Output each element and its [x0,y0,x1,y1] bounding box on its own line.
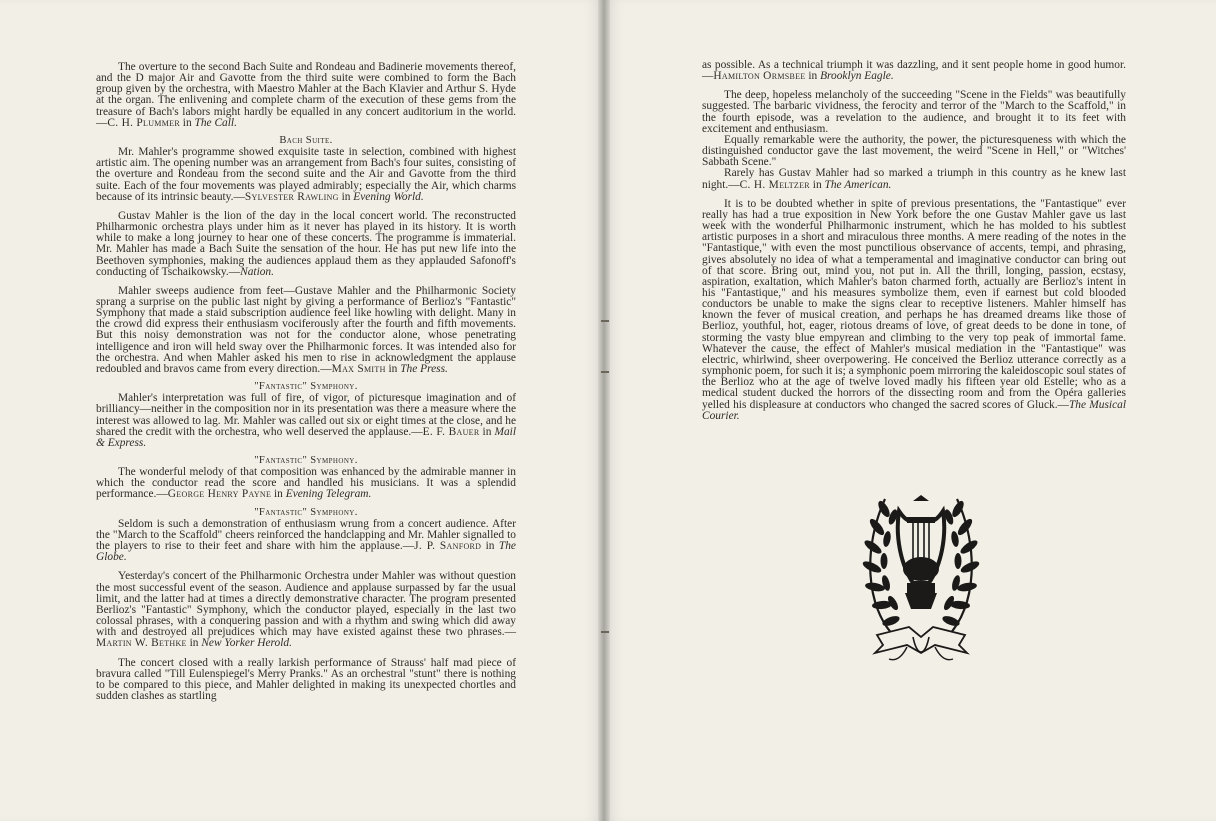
review-author: E. F. Bauer [422,425,480,438]
review-source: The Call. [194,116,237,129]
emblem-graphic [855,487,987,663]
review-author: C. H. Plummer [107,116,180,129]
review-source: New Yorker Herold. [201,637,292,650]
staple-mark [601,320,609,322]
review-paragraph: Yesterday's concert of the Philharmonic Orchestra under Mahler was without question the most successful event of the season. Audience and applause surpassed by far the usual limit, and the latter had at times a directly demonstrative character. The program presented Berlioz's "Fantastic" Symphony, which the conductor played, especially in the last two colossal phrases, with a conquering passion and with a rhythm and swing which did away with and destroyed all prejudices which may have existed against these two phrases.—Martin W. Bethke in New Yorker Herold. [96,570,516,650]
review-paragraph: The overture to the second Bach Suite and Rondeau and Badinerie movements thereof, and the D major Air and Gavotte from the third suite were combined to form the Bach group given by the orchestra, with Maestro Mahler at the Bach Klavier and Arthur S. Hyde at the organ. The enlivening and complete charm of the execution of these gems from the treasure of Bach's labors might hardly be equalled in any concert auditorium in the world.—C. H. Plummer in The Call. [96,61,516,129]
review-author: George Henry Payne [167,488,272,501]
review-author: Max Smith [331,362,386,375]
review-author: J. P. Sanford [414,540,482,553]
section-heading: "Fantastic" Symphony. [254,381,358,393]
review-author: Martin W. Bethke [96,637,187,650]
section-heading: "Fantastic" Symphony. [254,506,358,518]
section-heading: Bach Suite. [279,134,333,146]
review-author: C. H. Meltzer [739,178,810,191]
review-source: The American. [824,178,892,191]
review-paragraph: Mahler sweeps audience from feet—Gustave Mahler and the Philharmonic Society sprang a surprise on the public last night by giving a performance of Berlioz's "Fantastic" Symphony that made a staid subscription audience feel like howling with delight. Many in the crowd did express their enthusiasm vociferously after the fourth and fifth movements. But this noisy demonstration was not for the conductor alone, whose penetrating intelligence and iron will held sway over the Philharmonic forces. It was intended also for the orchestra. And when Mahler asked his men to rise in acknowledgment the applause redoubled and bravos came from every direction.—Max Smith in The Press. [96,284,516,375]
page-gutter [598,0,610,821]
staple-mark [601,371,609,373]
review-source: The Globe. [96,540,516,564]
review-source: Evening Telegram. [285,488,372,501]
review-paragraph: It is to be doubted whether in spite of previous presentations, the "Fantastique" ever really has had a true exposition in New York before the one Gustav Mahler gave us last week with the wonderful Philharmonic instrument, which he has molded to his subtlest artistic purposes in a short and miraculous three months. A mere reading of the notes in the "Fantastique," with even the most punctilious observance of accents, tempi, and phrasing, gives absolutely no idea of what a temperamental and imaginative conductor can bring out of that score. Bring out, mind you, not put in. All the thrill, longing, passion, ecstasy, aspiration, exaltation, which Mahler's baton charmed forth, actually are Berlioz's intent in his "Fantastique," and his measures symbolize them, even if earnest but cold blooded conductors be unable to make the signs clear to receptive listeners. Mahler himself has known the fever of musical creation, and perhaps he has dreamed dreams like those of Berlioz, youthful, hot, eager, riotous dreams of love, of great deeds to be done in tone, of storming the vasty blue empyrean and climbing to the very top peak of immortal fame. Whatever the cause, the effect of Mahler's musical mediation in the "Fantastique" was electric, whirlwind, sheer overpowering. He conceived the Berlioz utterance correctly as a symphonic poem, for such it is; a symphonic poem mirroring the kaleidoscopic soul states of the Berlioz who at the age of twelve loved madly his fifteen year old Estelle; who as a medical student ducked the horrors of the dissecting room and from the Opéra galleries yelled his displeasure at conductors who changed the sacred scores of Gluck.—The Musical Courier. [702,197,1126,422]
review-author: Hamilton Ormsbee [713,70,806,83]
staple-mark [601,631,609,633]
review-paragraph: Gustav Mahler is the lion of the day in the local concert world. The reconstructed Philharmonic orchestra plays under him as it never has played in its history. It is worth while to make a long journey to hear one of these concerts. The programme is immaterial. Mr. Mahler has made a Bach Suite the sensation of the hour. He has put new life into the Beethoven symphonies, making the audiences applaud them as they applauded Safonoff's conducting of Tschaikowsky.—Nation. [96,209,516,278]
review-source: Brooklyn Eagle. [820,70,894,83]
review-paragraph: The concert closed with a really larkish performance of Strauss' half mad piece of bravura called "Till Eulenspiegel's Merry Pranks." As an orchestral "stunt" there is nothing to be compared to this piece, and Mahler delighted in making its unexpected chortles and sudden clashes as startling [96,656,516,702]
left-page-text [96,62,516,702]
review-paragraph: The deep, hopeless melancholy of the succeeding "Scene in the Fields" was beautifully suggested. The barbaric vividness, the ferocity and terror of the "March to the Scaffold," in the fourth episode, was a revelation to the audience, and brought it to its feet with excitement and enthusiasm. [702,89,1126,135]
section-heading: "Fantastic" Symphony. [254,455,358,466]
review-paragraph: Seldom is such a demonstration of enthusiasm wrung from a concert audience. After the "March to the Scaffold" cheers reinforced the handclapping and Mr. Mahler signalled to the players to rise to their feet and share with him the applause.—J. P. Sanford in The Globe. [96,517,516,564]
lyre-laurel-wreath-icon [855,487,987,663]
review-source: Nation. [240,265,274,278]
review-source: Evening World. [353,190,424,203]
right-page-text [702,60,1126,422]
review-paragraph: Rarely has Gustav Mahler had so marked a triumph in this country as he knew last night.—C. H. Meltzer in The American. [702,167,1126,191]
review-paragraph: as possible. As a technical triumph it was dazzling, and it sent people home in good humor.—Hamilton Ormsbee in Brooklyn Eagle. [702,59,1126,83]
review-author: Sylvester Rawling [244,190,339,203]
review-source: The Press. [400,362,448,375]
review-paragraph: Equally remarkable were the authority, the power, the picturesqueness with which the distinguished conductor gave the last movement, the weird "Scene in Hell," or "Witches' Sabbath Scene." [702,133,1126,169]
review-source: The Musical Courier. [702,398,1126,422]
review-source: Mail & Express. [96,425,516,449]
review-paragraph: Mr. Mahler's programme showed exquisite taste in selection, combined with highest artistic aim. The opening number was an arrangement from Bach's four suites, consisting of the overture and Rondeau from the second suite and the Air and Gavotte from the third suite. Each of the four movements was played admirably; especially the Air, which charms because of its intrinsic beauty.—Sylvester Rawling in Evening World. [96,146,516,203]
review-paragraph: The wonderful melody of that composition was enhanced by the admirable manner in which the conductor read the score and handled his musicians. It was a splendid performance.—George Henry Payne in Evening Telegram. [96,466,516,501]
review-paragraph: Mahler's interpretation was full of fire, of vigor, of picturesque imagination and of brilliancy—neither in the composition nor in its presentation was there a measure where the interest was allowed to lag. Mr. Mahler was called out six or eight times at the close, and he shared the credit with the orchestra, who well deserved the applause.—E. F. Bauer in Mail & Express. [96,392,516,449]
